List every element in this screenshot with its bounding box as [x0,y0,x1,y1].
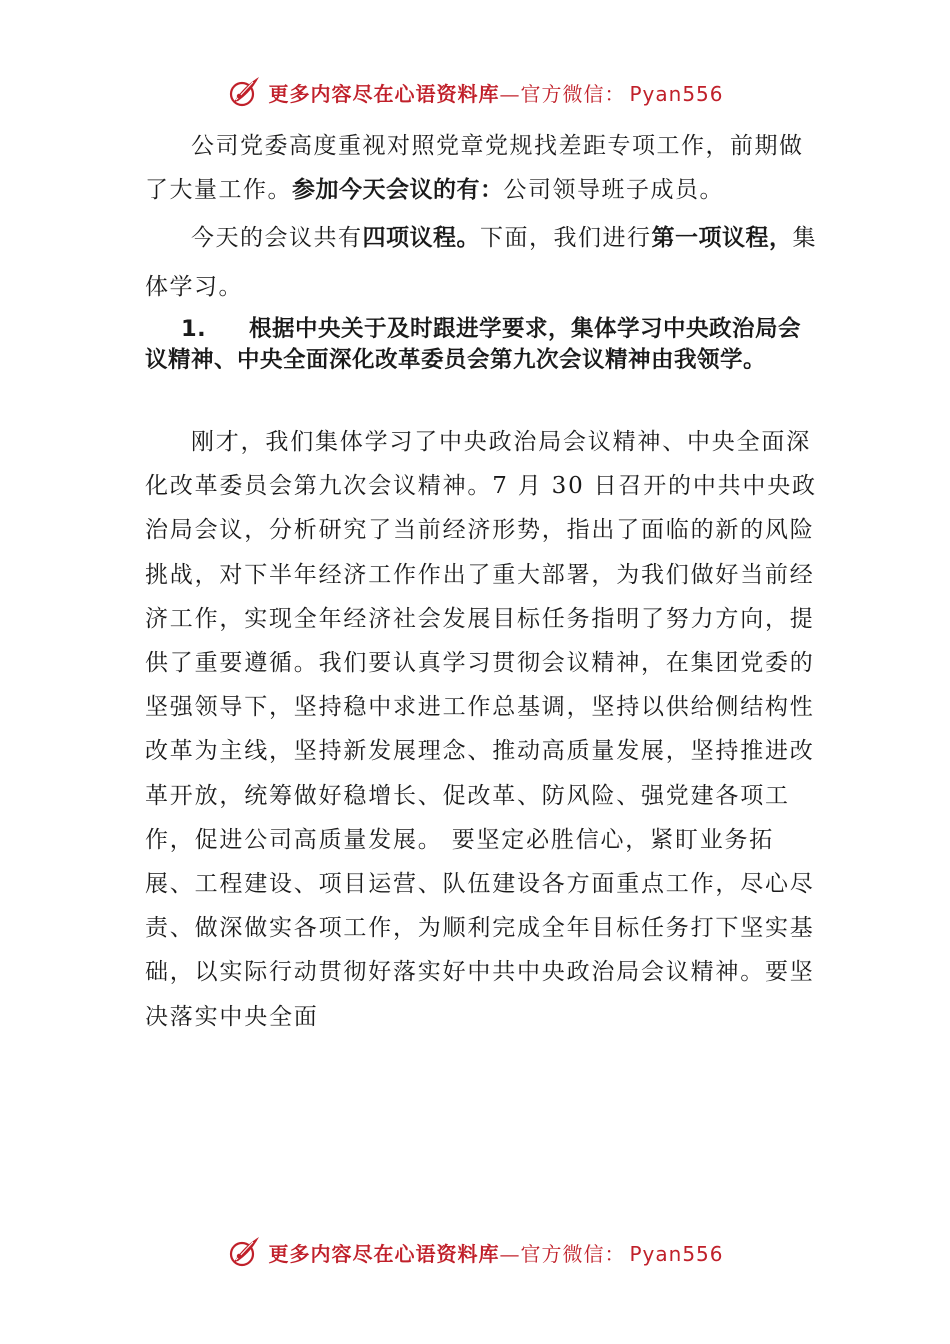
heading-text: 根据中央关于及时跟进学要求，集体学习中央政治局会议精神、中央全面深化改革委员会第九次会议精神由我领学。 [145,316,802,373]
para1-text: 公司党委高度重视对照党章党规找差距专项工作，前期做了大量工作。 [145,133,804,203]
banner-separator: — [499,81,521,106]
paragraph-study-summary: 刚才，我们集体学习了中央政治局会议精神、中央全面深化改革委员会第九次会议精神。7 月 30 日召开的中共中央政治局会议，分析研究了当前经济形势，指出了面临的新的风险挑战，对下半年经济工作作出了重大部署，为我们做好当前经济工作，实现全年经济社会发展目标任务指明了努力方向，提供了重要遵循。我们要认真学习贯彻会议精神，在集团党委的坚强领导下，坚持稳中求进工作总基调，坚持以供给侧结构性改革为主线，坚持新发展理念、推动高质量发展，坚持推进改革开放，统筹做好稳增长、促改革、防风险、强党建各项工作，促进公司高质量发展。 要坚定必胜信心，紧盯业务拓展、工程建设、项目运营、队伍建设各方面重点工作，尽心尽责、做深做实各项工作，为顺利完成全年目标任务打下坚实基础，以实际行动贯彻好落实好中共中央政治局会议精神。要坚决落实中央全面 [145,429,817,1030]
para2-bold-agenda-count: 四项议程。 [362,225,480,251]
footer-banner [0,1232,950,1272]
banner-wechat-label: 官方微信： [520,81,626,106]
pen-feather-logo-icon [226,1234,262,1270]
banner-text [268,1238,723,1267]
section-heading-1 [145,314,817,376]
banner-brand-text: 更多内容尽在心语资料库 [268,1241,500,1266]
banner-wechat-label: 官方微信： [520,1241,626,1266]
pen-feather-logo-icon [226,74,262,110]
document-body [145,124,817,1039]
banner-wechat-id: Pyan556 [629,81,724,106]
banner-text [268,78,723,107]
banner-separator: — [499,1241,521,1266]
paragraph-attendees [145,124,817,212]
para2-bold-first-item: 第一项议程， [651,225,793,251]
para1-tail: 公司领导班子成员。 [503,177,724,203]
para2-b: 下面，我们进行 [480,225,652,251]
banner-brand-text: 更多内容尽在心语资料库 [268,81,500,106]
para2-a: 今天的会议共有 [191,225,363,251]
header-banner [0,72,950,112]
para1-bold: 参加今天会议的有： [292,177,504,203]
para2-c: 集体学习。 [145,225,817,300]
banner-wechat-id: Pyan556 [629,1241,724,1266]
heading-number: 1. [181,316,207,342]
paragraph-agenda [145,214,817,312]
